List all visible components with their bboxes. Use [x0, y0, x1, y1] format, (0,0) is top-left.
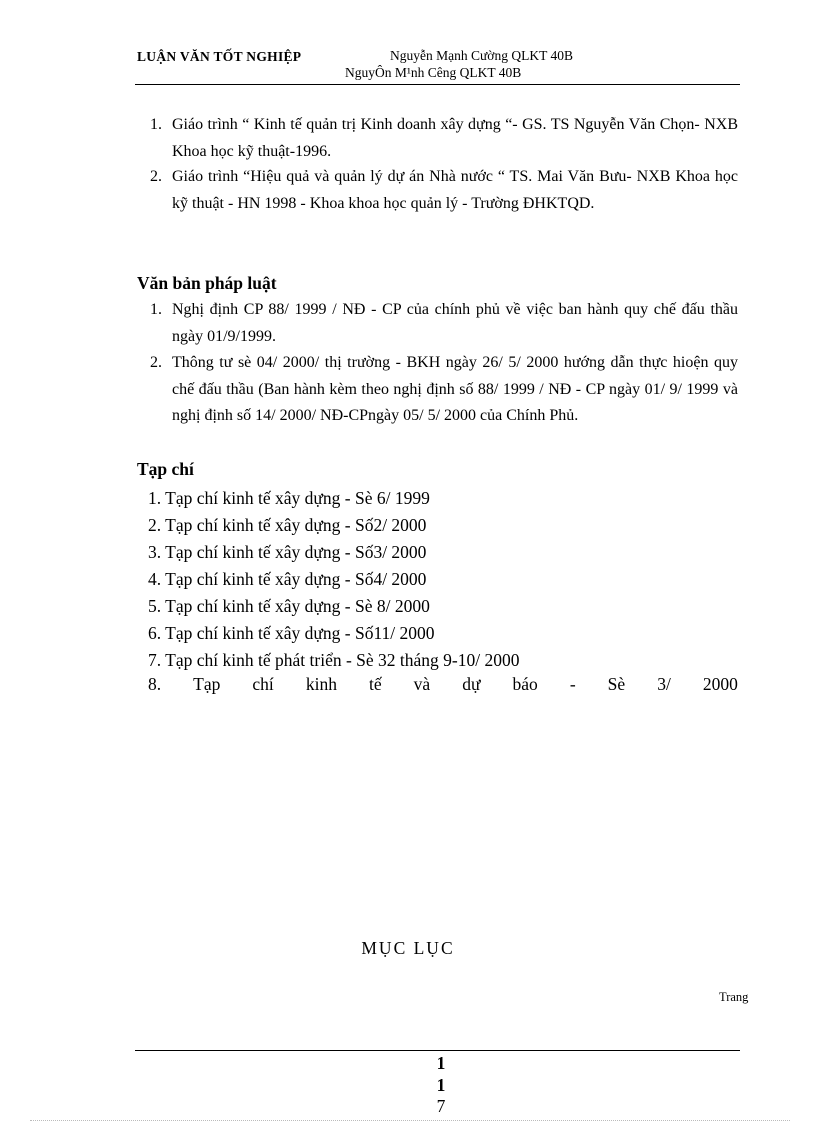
magazines-heading: Tạp chí: [137, 459, 194, 479]
magazine-item-word: Sè: [607, 674, 626, 694]
magazine-item: 3. Tạp chí kinh tế xây dựng - Số3/ 2000: [148, 542, 427, 562]
magazine-item: 5. Tạp chí kinh tế xây dựng - Sè 8/ 2000: [148, 596, 430, 616]
magazine-item-word: chí: [252, 674, 274, 694]
magazine-item-word: 2000: [702, 674, 738, 694]
magazine-item-word: báo: [512, 674, 538, 694]
magazine-item-word: tế: [368, 674, 382, 694]
legal-heading: Văn bản pháp luật: [137, 273, 277, 293]
magazine-item-word: dự: [462, 674, 481, 694]
header-thesis-label: LUẬN VĂN TỐT NGHIỆP: [137, 49, 302, 64]
magazine-item: 7. Tạp chí kinh tế phát triển - Sè 32 tháng 9-10/ 2000: [148, 650, 520, 670]
magazine-item-spread: [148, 674, 738, 695]
page-number-digit: 1: [436, 1075, 446, 1095]
magazine-item-word: 3/: [657, 674, 671, 694]
toc-title: MỤC LỤC: [361, 938, 455, 958]
magazine-item-word: Tạp: [193, 674, 221, 694]
magazine-item-word: -: [569, 674, 576, 694]
magazine-item-word: và: [413, 674, 431, 694]
magazine-item-word: kinh: [305, 674, 337, 694]
page-bottom-dotted-edge: [30, 1120, 790, 1121]
page-number-digit: 7: [436, 1096, 446, 1116]
toc-page-label: Trang: [719, 990, 749, 1004]
magazine-item: 4. Tạp chí kinh tế xây dựng - Số4/ 2000: [148, 569, 427, 589]
header-author: Nguyễn Mạnh Cường QLKT 40B: [390, 48, 573, 63]
magazine-item: 1. Tạp chí kinh tế xây dựng - Sè 6/ 1999: [148, 488, 430, 508]
header-author-garbled: NguyÔn M¹nh Cêng QLKT 40B: [345, 65, 522, 80]
footer-rule: [135, 1050, 740, 1051]
magazine-item: 2. Tạp chí kinh tế xây dựng - Số2/ 2000: [148, 515, 427, 535]
page-number-digit: 1: [436, 1053, 446, 1073]
header-rule: [135, 84, 740, 85]
magazine-item-word: 8.: [148, 674, 162, 694]
magazine-item: 6. Tạp chí kinh tế xây dựng - Số11/ 2000: [148, 623, 435, 643]
